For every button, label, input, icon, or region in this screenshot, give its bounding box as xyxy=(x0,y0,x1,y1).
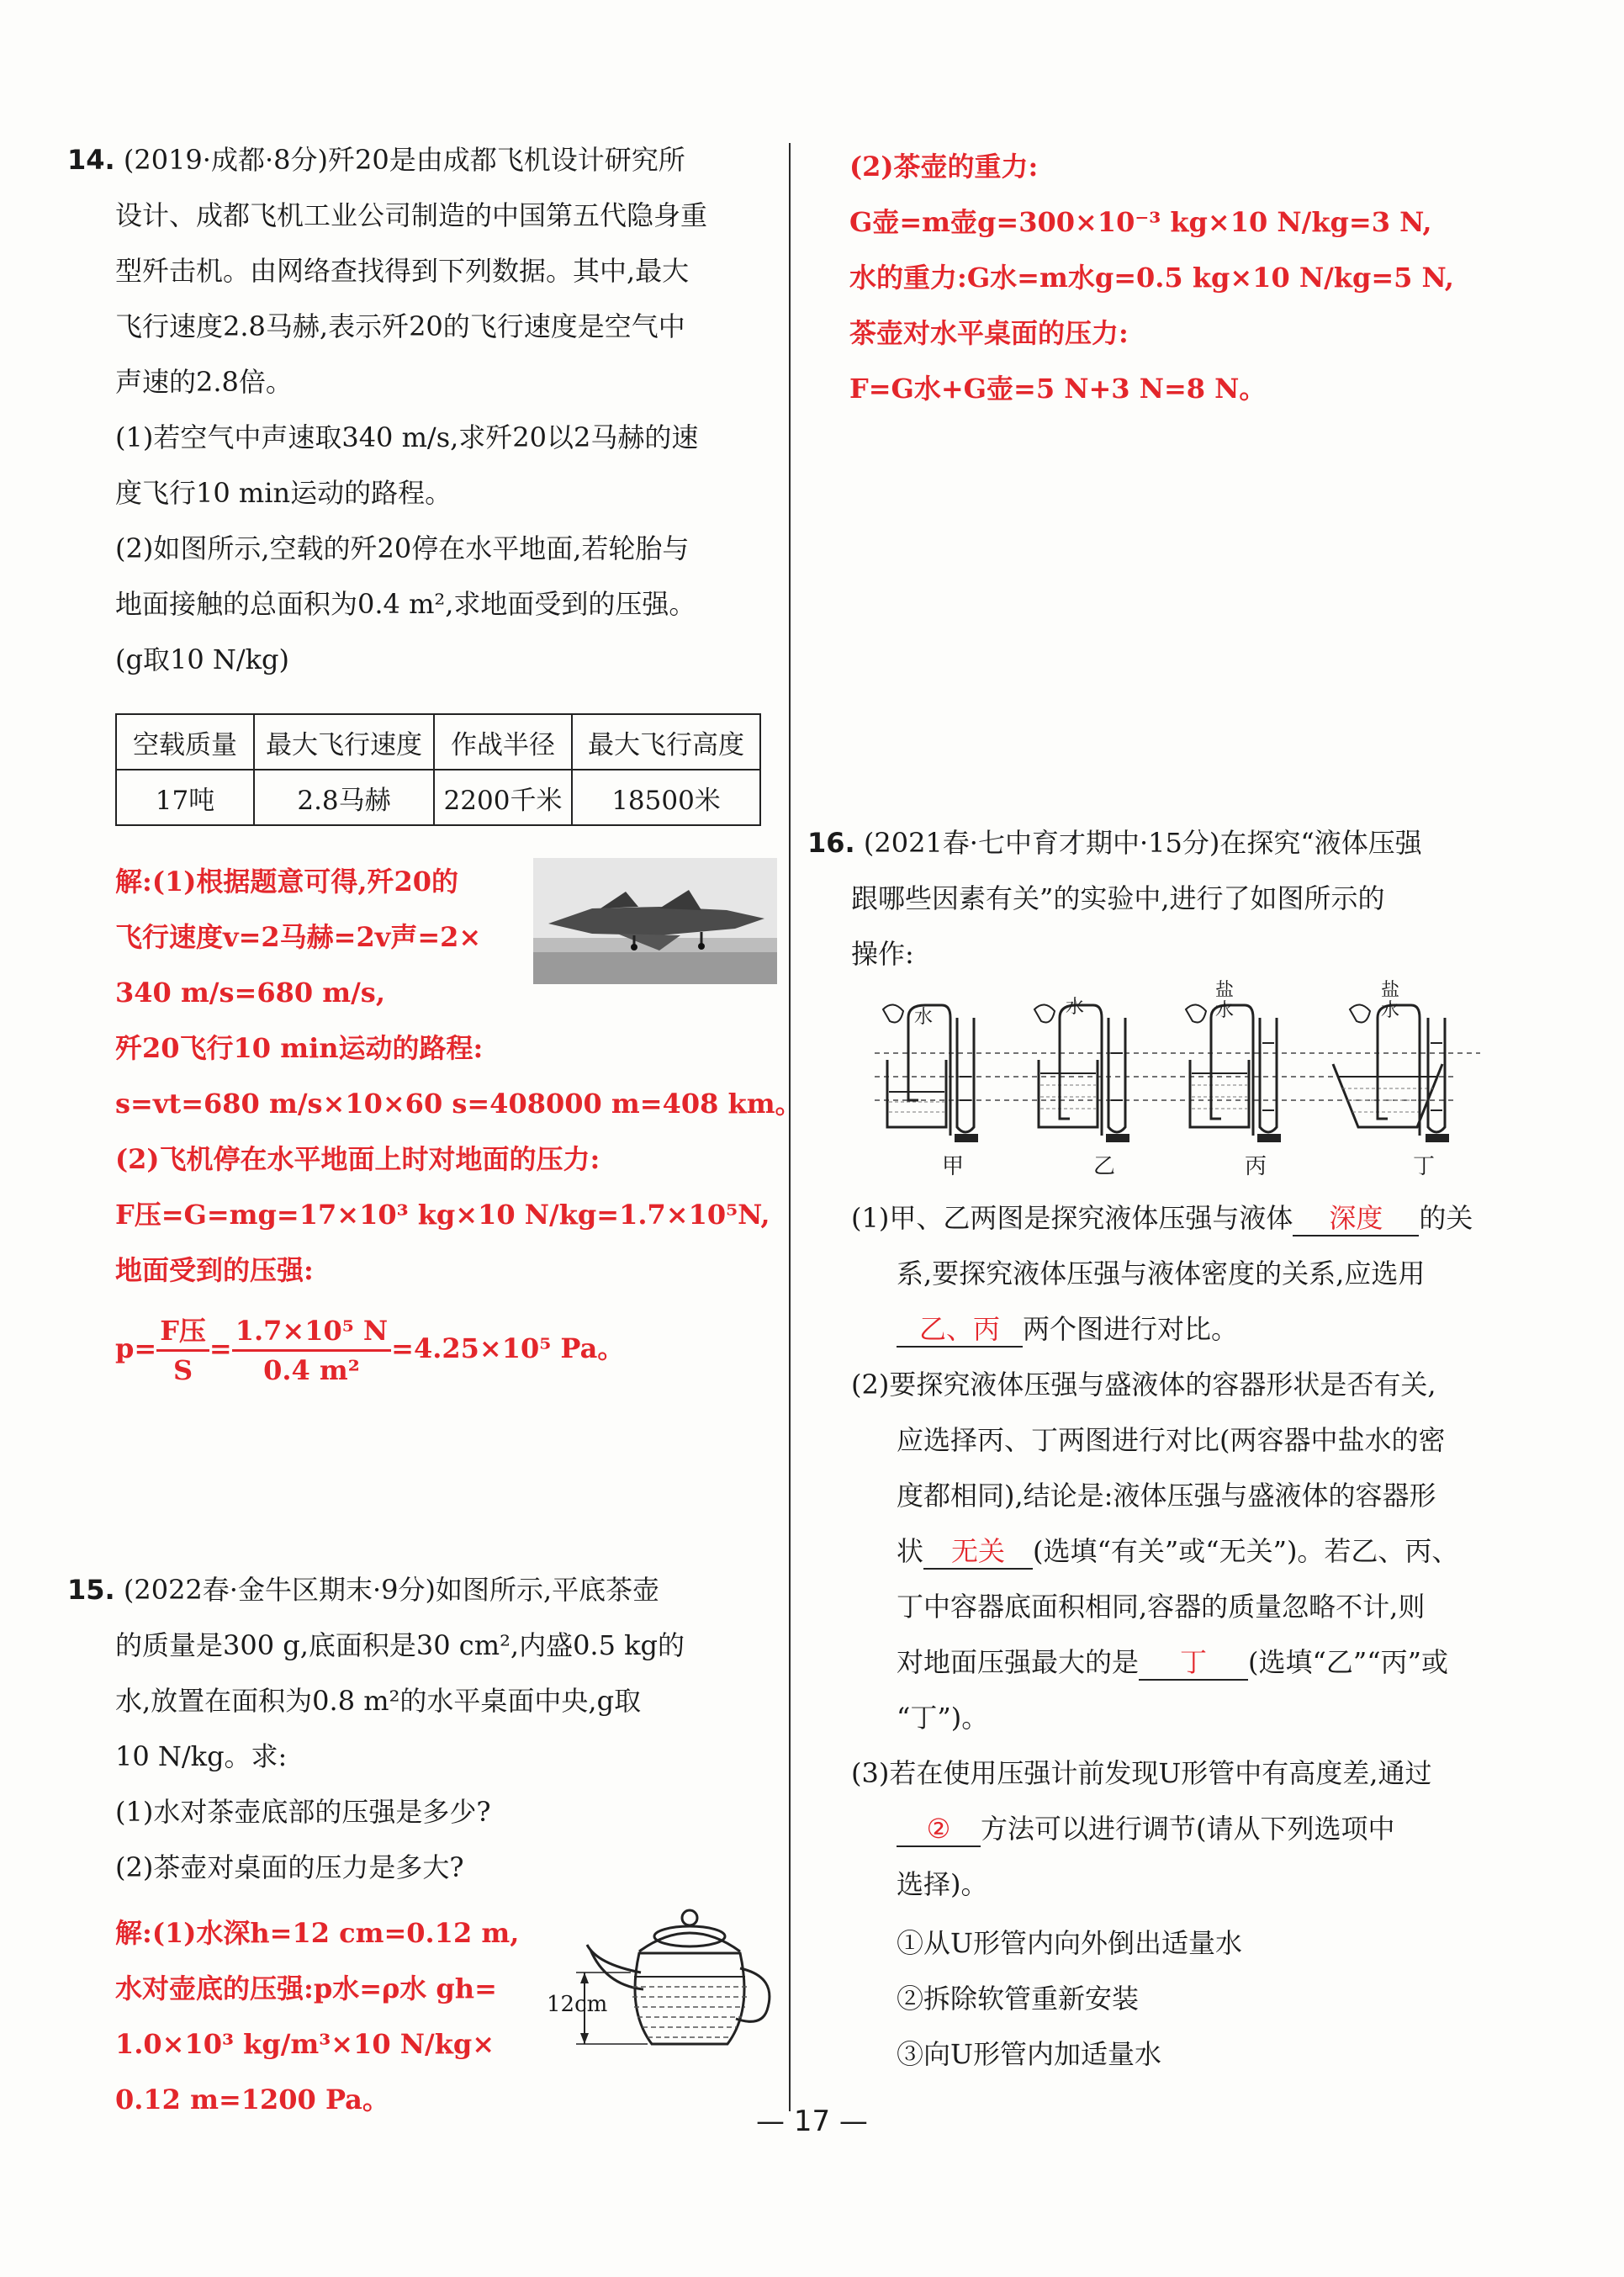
q16-part1-line-1: (1)甲、乙两图是探究液体压强与液体 深度 的关 xyxy=(851,1201,1473,1236)
q15-solution2-line-1: (2)茶壶的重力: xyxy=(849,151,1039,183)
q16-part1-line-3: 乙、丙 两个图进行对比。 xyxy=(897,1312,1238,1348)
q14-solution-line-2: 飞行速度v=2马赫=2v声=2× xyxy=(115,921,482,953)
answer-blank: 无关 xyxy=(923,1534,1033,1570)
depth-label: 12cm xyxy=(547,1992,608,2017)
q14-line-7: 度飞行10 min运动的路程。 xyxy=(115,477,452,509)
q14-solution-line-5: s=vt=680 m/s×10×60 s=408000 m=408 km。 xyxy=(115,1088,802,1120)
q14-solution-line-7: F压=G=mg=17×10³ kg×10 N/kg=1.7×10⁵N, xyxy=(115,1199,770,1231)
q15-solution-line-1: 解:(1)水深h=12 cm=0.12 m, xyxy=(115,1917,520,1949)
figure-label-ding: 丁 xyxy=(1413,1154,1436,1179)
q15-line-5: (1)水对茶壶底部的压强是多少? xyxy=(115,1796,491,1828)
answer-blank: 乙、丙 xyxy=(897,1312,1023,1348)
q16-part2-line-5: 丁中容器底面积相同,容器的质量忽略不计,则 xyxy=(897,1591,1426,1623)
q15-line-4: 10 N/kg。求: xyxy=(115,1740,288,1772)
q14-line-1: 14. (2019·成都·8分)歼20是由成都飞机设计研究所 xyxy=(67,144,685,176)
table-header-cell: 空载质量 xyxy=(116,714,254,770)
table-header-cell: 最大飞行速度 xyxy=(254,714,434,770)
figure-label-yi: 乙 xyxy=(1093,1154,1116,1179)
q14-line-8: (2)如图所示,空载的歼20停在水平地面,若轮胎与 xyxy=(115,532,690,564)
q16-option-2: ②拆除软管重新安装 xyxy=(897,1983,1140,2015)
q16-option-3: ③向U形管内加适量水 xyxy=(897,2038,1161,2070)
figure-label-jia: 甲 xyxy=(942,1154,965,1179)
liquid-label-water: 水 xyxy=(914,1007,934,1028)
answer-blank: 深度 xyxy=(1293,1201,1419,1236)
q16-part2-line-7: “丁”)。 xyxy=(897,1702,989,1734)
q15-solution2-line-5: F=G水+G壶=5 N+3 N=8 N。 xyxy=(849,373,1267,405)
q16-part2-line-1: (2)要探究液体压强与盛液体的容器形状是否有关, xyxy=(851,1369,1436,1401)
page-number: — 17 — xyxy=(756,2105,868,2138)
fraction: $\frac{\text{F压}}{S}$ xyxy=(156,1312,209,1389)
q16-part3-line-3: 选择)。 xyxy=(897,1868,988,1900)
q16-line-1: 16. (2021春·七中育才期中·15分)在探究“液体压强 xyxy=(807,827,1422,859)
q16-part2-line-4: 状 无关 (选填“有关”或“无关”)。若乙、丙、 xyxy=(897,1534,1458,1570)
table-header-cell: 作战半径 xyxy=(434,714,572,770)
q14-solution-line-8: 地面受到的压强: xyxy=(115,1254,314,1286)
j20-jet-photo xyxy=(533,858,777,984)
q16-option-1: ①从U形管内向外倒出适量水 xyxy=(897,1927,1242,1959)
q16-part2-line-6: 对地面压强最大的是 丁 (选填“乙”“丙”或 xyxy=(897,1645,1448,1681)
q15-line-6: (2)茶壶对桌面的压力是多大? xyxy=(115,1851,464,1883)
q14-solution-line-3: 340 m/s=680 m/s, xyxy=(115,977,385,1009)
table-cell: 2.8马赫 xyxy=(254,770,434,825)
q14-line-6: (1)若空气中声速取340 m/s,求歼20以2马赫的速 xyxy=(115,421,699,453)
q15-solution-line-2: 水对壶底的压强:p水=ρ水 gh= xyxy=(115,1973,497,2004)
q14-line-5: 声速的2.8倍。 xyxy=(115,366,293,398)
answer-blank: 丁 xyxy=(1139,1645,1248,1681)
question-number: 15. xyxy=(67,1574,115,1606)
q15-solution-line-3: 1.0×10³ kg/m³×10 N/kg× xyxy=(115,2028,495,2060)
liquid-label-salt-water: 盐水 xyxy=(1215,980,1235,1021)
question-number: 14. xyxy=(67,144,115,176)
q15-solution2-line-4: 茶壶对水平桌面的压力: xyxy=(849,317,1129,349)
q15-solution-line-4: 0.12 m=1200 Pa。 xyxy=(115,2084,389,2115)
pressure-gauge-experiment-figure xyxy=(866,980,1480,1179)
q16-line-3: 操作: xyxy=(851,938,914,970)
q16-part3-line-2: ② 方法可以进行调节(请从下列选项中 xyxy=(897,1812,1395,1847)
q15-solution2-line-2: G壶=m壶g=300×10⁻³ kg×10 N/kg=3 N, xyxy=(849,206,1432,238)
q14-line-2: 设计、成都飞机工业公司制造的中国第五代隐身重 xyxy=(115,199,708,231)
q14-line-4: 飞行速度2.8马赫,表示歼20的飞行速度是空气中 xyxy=(115,310,685,342)
q14-solution-line-4: 歼20飞行10 min运动的路程: xyxy=(115,1032,484,1064)
q14-solution-line-1: 解:(1)根据题意可得,歼20的 xyxy=(115,866,459,898)
q14-line-10: (g取10 N/kg) xyxy=(115,643,290,675)
q16-part3-line-1: (3)若在使用压强计前发现U形管中有高度差,通过 xyxy=(851,1757,1432,1789)
q14-solution-line-6: (2)飞机停在水平地面上时对地面的压力: xyxy=(115,1143,600,1175)
table-cell: 2200千米 xyxy=(434,770,572,825)
q16-part1-line-2: 系,要探究液体压强与液体密度的关系,应选用 xyxy=(897,1258,1426,1289)
teapot-figure xyxy=(547,1884,782,2078)
q15-solution2-line-3: 水的重力:G水=m水g=0.5 kg×10 N/kg=5 N, xyxy=(849,262,1454,294)
q14-line-9: 地面接触的总面积为0.4 m²,求地面受到的压强。 xyxy=(115,588,696,620)
q15-line-2: 的质量是300 g,底面积是30 cm²,内盛0.5 kg的 xyxy=(115,1629,685,1661)
column-divider xyxy=(789,143,791,2111)
table-row xyxy=(116,770,760,825)
question-number: 16. xyxy=(807,827,855,859)
fraction: $\frac{\text{1.7×10⁵ N}}{\text{0.4 m²}}$ xyxy=(232,1312,391,1389)
liquid-label-water: 水 xyxy=(1066,997,1085,1018)
q14-line-3: 型歼击机。由网络查找得到下列数据。其中,最大 xyxy=(115,255,690,287)
table-header-cell: 最大飞行高度 xyxy=(572,714,760,770)
table-header-row xyxy=(116,714,760,770)
answer-blank: ② xyxy=(897,1812,981,1847)
q15-line-1: 15. (2022春·金牛区期末·9分)如图所示,平底茶壶 xyxy=(67,1574,660,1606)
table-cell: 17吨 xyxy=(116,770,254,825)
aircraft-data-table xyxy=(115,713,761,826)
pressure-formula: p= $\frac{\text{F压}}{S}$ = $\frac{\text{1.7×10⁵ N}}{\text{0.4 m²}}$ =4.25×10⁵ Pa。 xyxy=(115,1312,624,1389)
q16-line-2: 跟哪些因素有关”的实验中,进行了如图所示的 xyxy=(851,882,1385,914)
q15-line-3: 水,放置在面积为0.8 m²的水平桌面中央,g取 xyxy=(115,1685,642,1717)
liquid-label-salt-water: 盐水 xyxy=(1381,980,1400,1021)
q16-part2-line-3: 度都相同),结论是:液体压强与盛液体的容器形 xyxy=(897,1480,1436,1512)
table-cell: 18500米 xyxy=(572,770,760,825)
figure-label-bing: 丙 xyxy=(1245,1154,1267,1179)
q16-part2-line-2: 应选择丙、丁两图进行对比(两容器中盐水的密 xyxy=(897,1424,1446,1456)
